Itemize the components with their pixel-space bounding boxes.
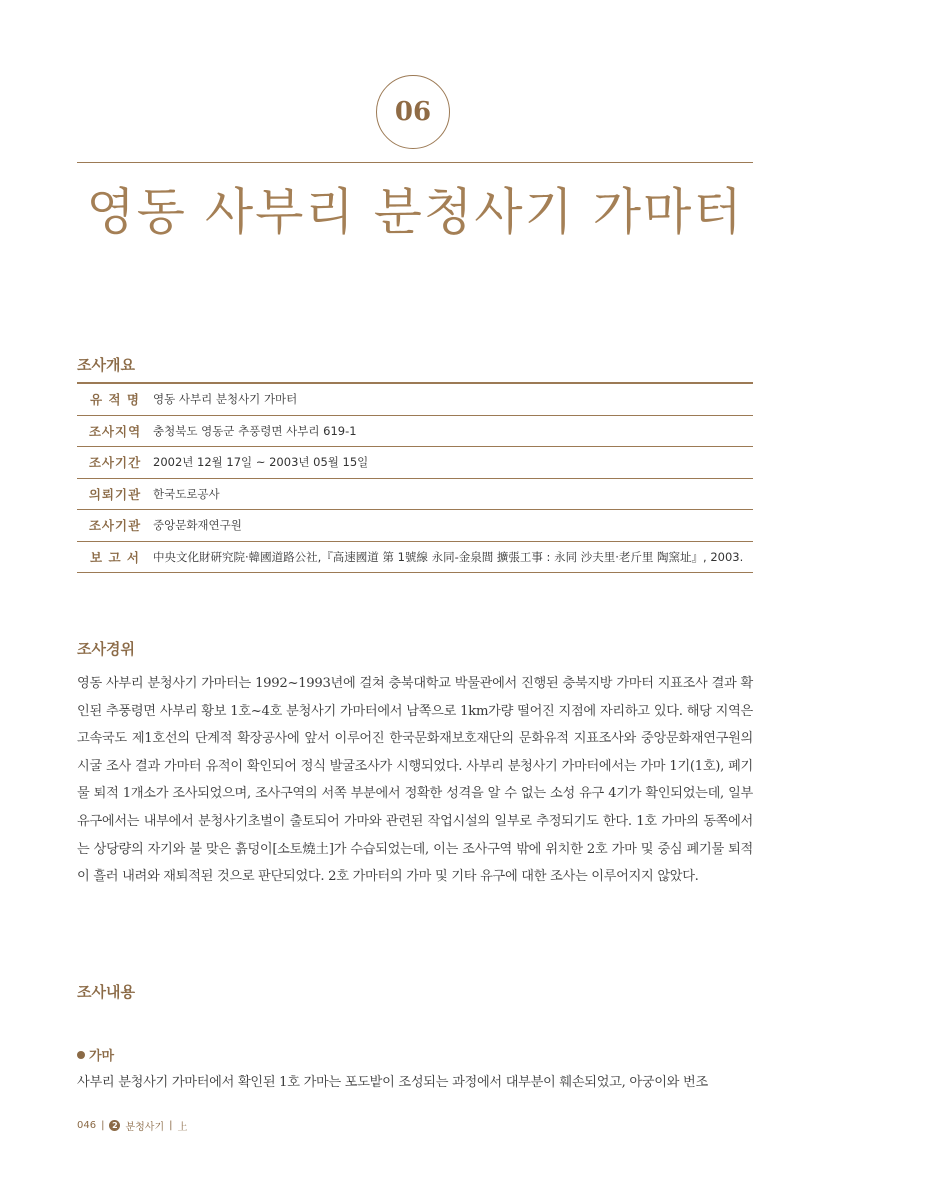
kiln-paragraph: 사부리 분청사기 가마터에서 확인된 1호 가마는 포도밭이 조성되는 과정에서 대부분이 훼손되었고, 아궁이와 번조 (77, 1075, 708, 1090)
kiln-subheading-label: 가마 (89, 1049, 115, 1064)
row-label: 유 적 명 (77, 383, 153, 415)
history-paragraph: 영동 사부리 분청사기 가마터는 1992~1993년에 걸쳐 충북대학교 박물관에서 진행된 충북지방 가마터 지표조사 결과 확인된 추풍령면 사부리 황보 1호~4호 분청사기 가마터에서 남쪽으로 1km가량 떨어진 지점에 자리하고 있다. 해당 지역은 고속국도 제1호선의 단계적 확장공사에 앞서 이루어진 한국문화재보호재단의 문화유적 지표조사와 중앙문화재연구원의 시굴 조사 결과 가마터 유적이 확인되어 정식 발굴조사가 시행되었다. 사부리 분청사기 가마터에서는 가마 1기(1호), 폐기물 퇴적 1개소가 조사되었으며, 조사구역의 서쪽 부분에서 정확한 성격을 알 수 없는 소성 유구 4기가 확인되었는데, 일부 유구에서는 내부에서 분청사기초벌이 출토되어 가마와 관련된 작업시설의 일부로 추정되기도 한다. 1호 가마의 동쪽에서는 상당량의 자기와 불 맞은 흙덩이[소토燒土]가 수습되었는데, 이는 조사구역 밖에 위치한 2호 가마 및 중심 폐기물 퇴적이 흘러 내려와 재퇴적된 것으로 판단되었다. 2호 가마터의 가마 및 기타 유구에 대한 조사는 이루어지지 않았다. (77, 676, 753, 885)
table-row (77, 478, 753, 510)
row-value: 中央文化財硏究院·韓國道路公社,『高速國道 第 1號線 永同-金泉間 擴張工事 : 永同 沙夫里·老斤里 陶窯址』, 2003. (153, 549, 744, 564)
row-value: 영동 사부리 분청사기 가마터 (153, 383, 753, 415)
separator: | (169, 1120, 173, 1131)
history-heading: 조사경위 (77, 640, 135, 658)
table-row (77, 510, 753, 542)
row-label: 의뢰기관 (77, 478, 153, 510)
row-value: 2002년 12월 17일 ~ 2003년 05월 15일 (153, 447, 753, 479)
table-row (77, 541, 753, 573)
kiln-subheading (77, 1045, 114, 1064)
table-row (77, 447, 753, 479)
row-label: 조사기관 (77, 510, 153, 542)
overview-heading: 조사개요 (77, 356, 135, 374)
row-label: 조사지역 (77, 415, 153, 447)
row-value: 한국도로공사 (153, 478, 753, 510)
volume-number-badge: 2 (109, 1120, 120, 1131)
table-row (77, 415, 753, 447)
title-divider (77, 162, 753, 163)
chapter-number: 06 (376, 75, 450, 149)
table-row (77, 383, 753, 415)
separator: | (101, 1120, 105, 1131)
page-number: 046 (77, 1120, 97, 1131)
overview-table (77, 382, 753, 573)
page-title: 영동 사부리 분청사기 가마터 (86, 183, 744, 241)
content-heading: 조사내용 (77, 983, 135, 1001)
row-value: 중앙문화재연구원 (153, 510, 753, 542)
volume-part: 上 (177, 1122, 188, 1133)
bullet-icon (77, 1051, 85, 1059)
page-footer (77, 1118, 187, 1133)
row-label: 조사기간 (77, 447, 153, 479)
volume-title: 분청사기 (125, 1122, 165, 1133)
row-label: 보 고 서 (90, 549, 140, 565)
row-value: 충청북도 영동군 추풍령면 사부리 619-1 (153, 415, 753, 447)
